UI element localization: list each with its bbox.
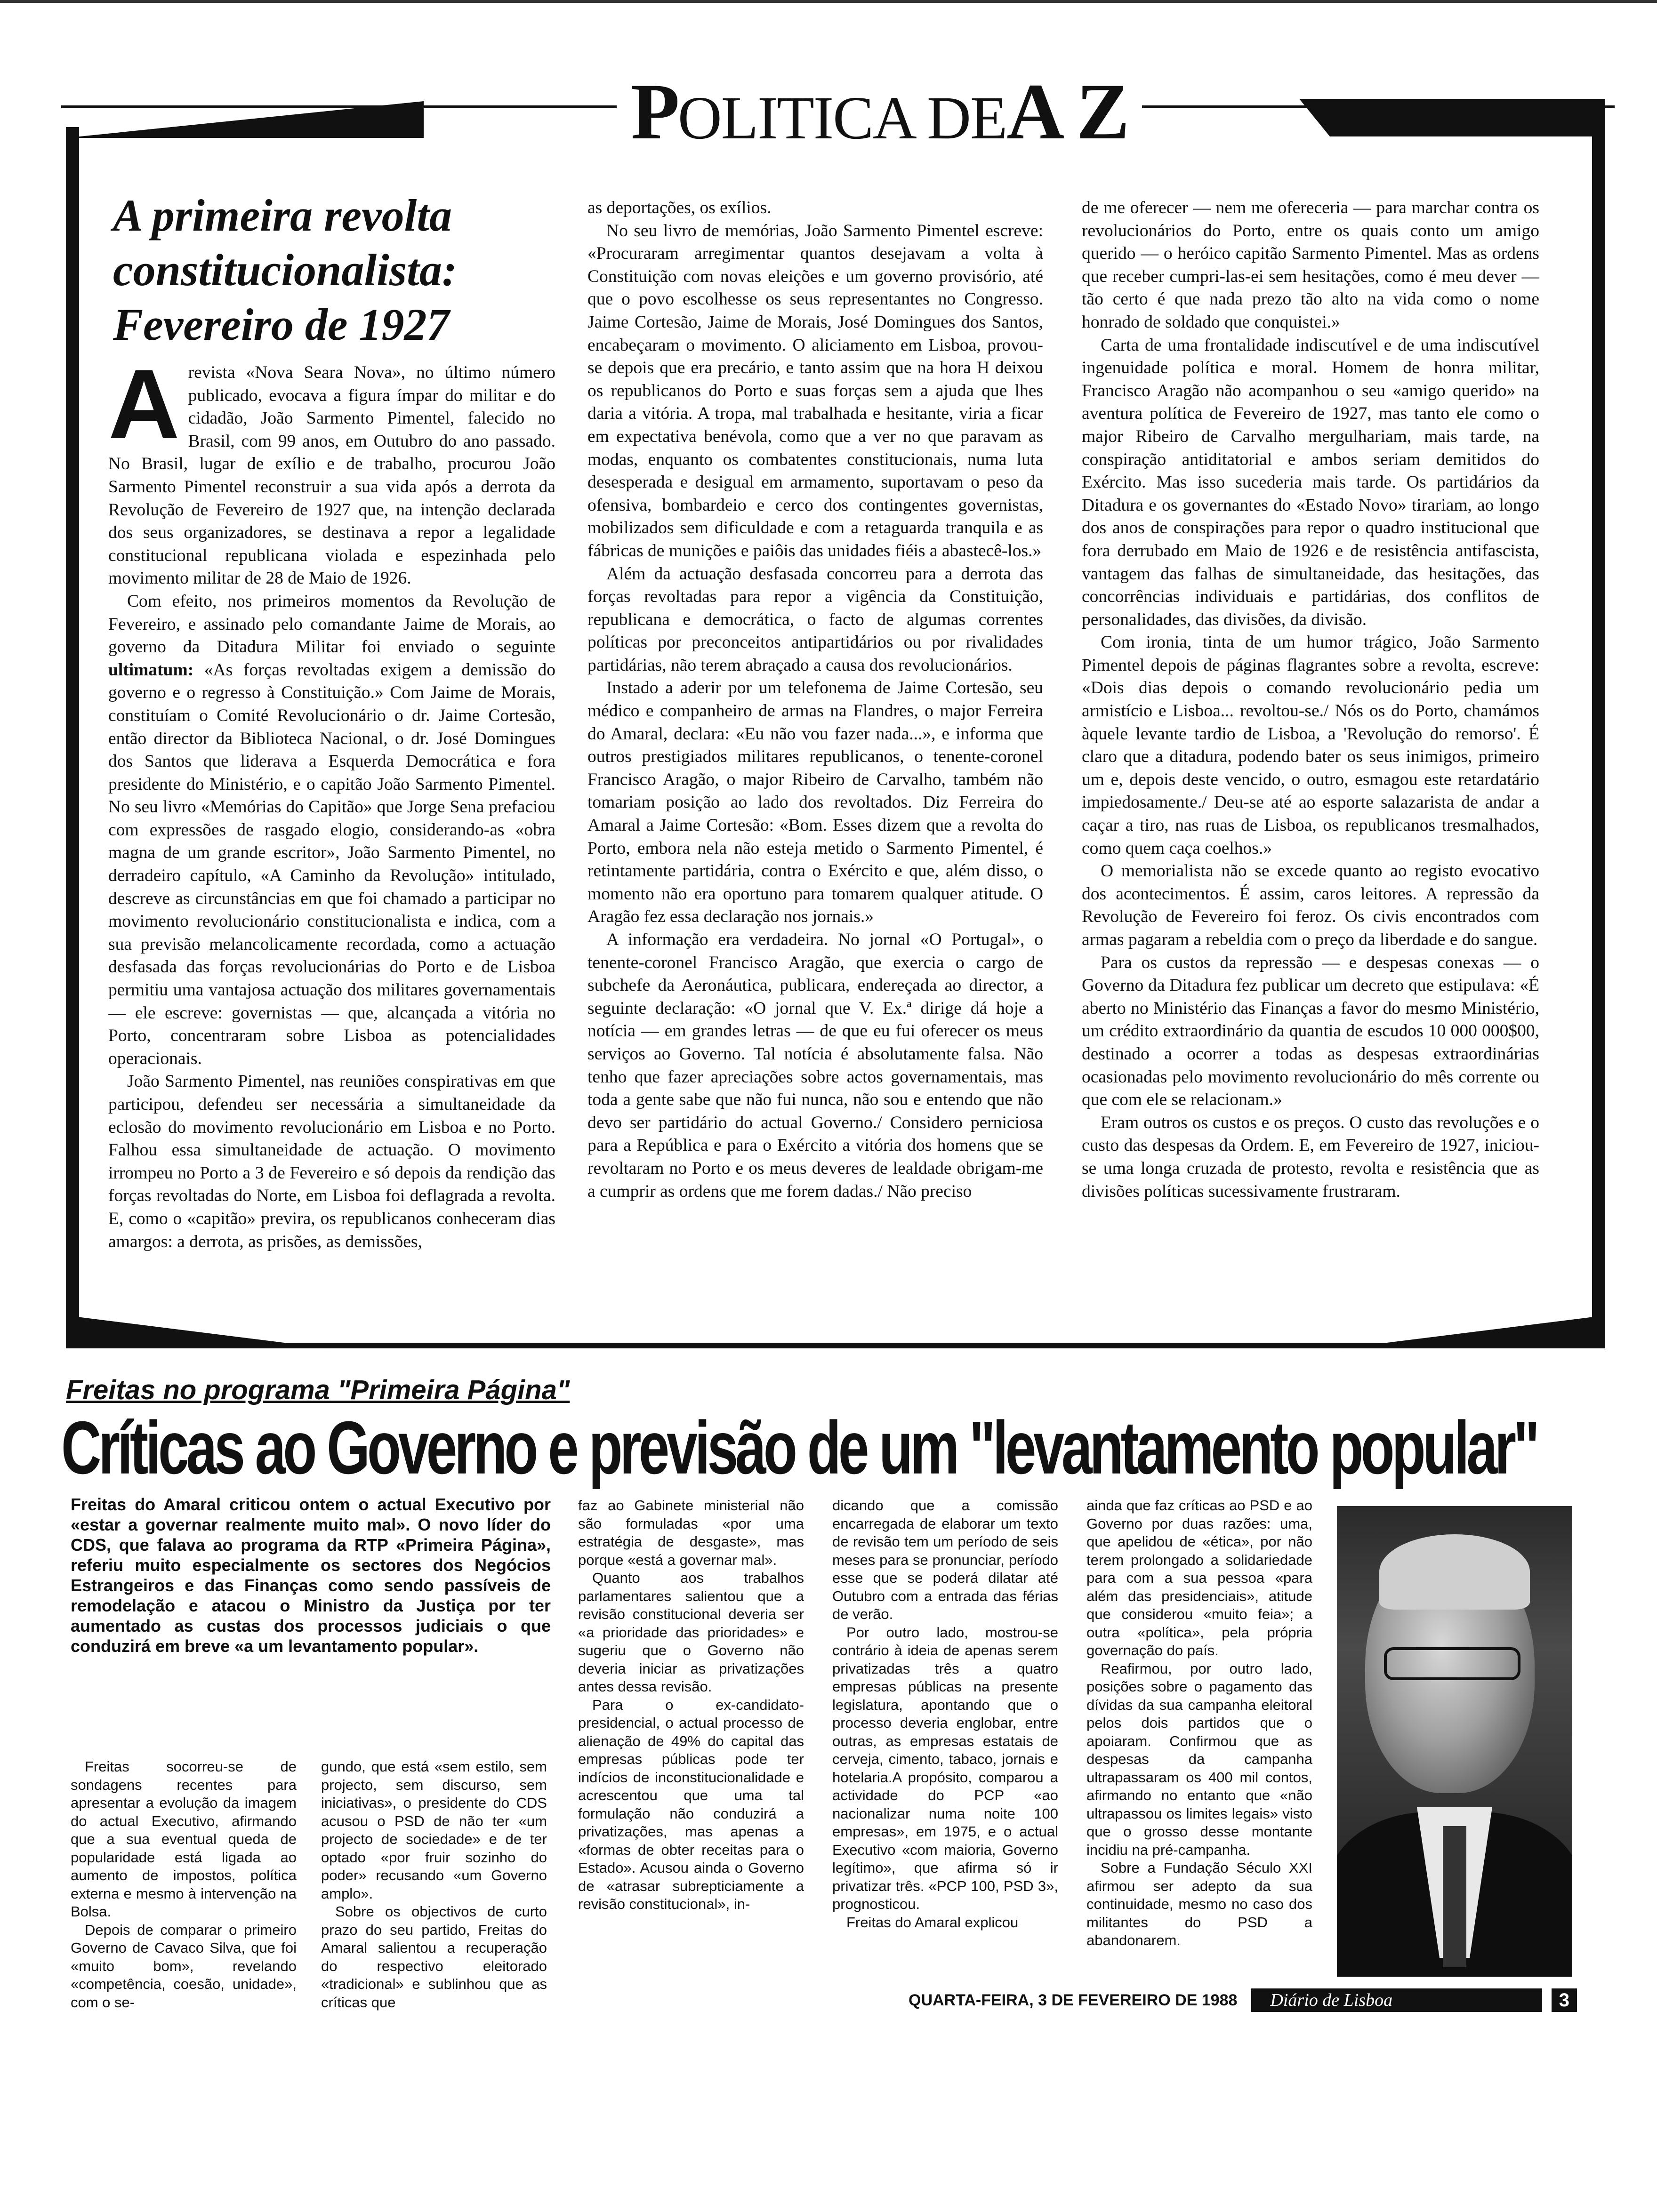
frame-right-bar xyxy=(1592,127,1605,1348)
article2-paragraph: gundo, que está «sem estilo, sem projecto, sem discurso, sem iniciativas», o presidente do CDS acusou o PSD de não ter «um projecto de sociedade» e de ter optado «por fruir sozinho do poder» recusando «um Governo amplo». xyxy=(321,1758,547,1902)
photo-tie xyxy=(1443,1826,1466,1967)
article2-paragraph: Para o ex-candidato-presidencial, o actual processo de alienação de 49% do capital das empresas públicas pode ter indícios de inconstitucionalidade e acrescentou que uma tal formulação não conduzirá a privatizações, mas apenas a «formas de obter receitas para o Estado». Acusou ainda o Governo de «atrasar subrepticiamente a revisão constitucional», in- xyxy=(578,1696,804,1912)
article2-column-1 xyxy=(71,1758,297,2012)
section-title-mid: OLITICA DE xyxy=(677,84,1007,152)
article1-paragraph: Carta de uma frontalidade indiscutível e de uma indiscutível ingenuidade política e moral. Homem de honra militar, Francisco Aragão não acompanhou o seu «amigo querido» na aventura política de Fevereiro de 1927, mas tanto ele como o major Ribeiro de Carvalho mergulhariam, mais tarde, na conspiração antiditatorial e ambos seriam demitidos do Exército. Mas isso sucederia mais tarde. Os partidários da Ditadura e os governantes do «Estado Novo» tirariam, ao longo dos anos de conspirações para repor o quadro institucional que fora derrubado em Maio de 1926 e de resistência antifascista, vantagem das falhas de simultaneidade, das hesitações, das concorrências individuais e partidárias, dos conflitos de personalidades, das divisões, da divisão. xyxy=(1082,335,1539,629)
article2-paragraph: ainda que faz críticas ao PSD e ao Governo por duas razões: uma, que apelidou de «ética», por não terem prolongado a solidariedade para com a sua pessoa «para além das presidenciais», atitude que considerou «muito feia»; a outra «política», pela própria governação do país. xyxy=(1086,1497,1312,1659)
article1-paragraph: No seu livro de memórias, João Sarmento Pimentel escreve: «Procuraram arregimentar quantos desejavam a volta à Constituição com novas eleições e um governo provisório, até que o povo escolhesse os seus representantes no Congresso. Jaime Cortesão, Jaime de Morais, José Domingues dos Santos, encabeçaram o movimento. O aliciamento em Lisboa, provou-se depois que era precário, e tanto assim que na hora H deixou os republicanos do Porto e suas forças sem a ajuda que lhes daria a vitória. A tropa, mal trabalhada e hesitante, viria a ficar em expectativa benévola, como que a ver no que paravam as modas, enquanto os combatentes constitucionais, numa luta desesperada e desigual em armamento, suportavam o peso da ofensiva, bombardeio e cerco dos contingentes governistas, mobilizados sem dificuldade e com a retaguarda tranquila e as fábricas de munições e paiôis das unidades fiéis a abastecê-los.» xyxy=(587,221,1043,561)
article1-column-a xyxy=(108,349,555,1253)
article2-paragraph: faz ao Gabinete ministerial não são formuladas «por uma estratégia de desgaste», mas porque «está a governar mal». xyxy=(578,1497,804,1568)
paragraph-text: Com efeito, nos primeiros momentos da Revolução de Fevereiro, e assinado pelo comandante Jaime de Morais, ao governo da Ditadura Militar foi enviado o seguinte xyxy=(108,591,555,657)
article2-column-3 xyxy=(578,1497,804,1914)
article2-paragraph: Quanto aos trabalhos parlamentares salientou que a revisão constitucional deveria ser «a prioridade das prioridades» e sugeriu que o Governo não deveria iniciar as privatizações antes dessa revisão. xyxy=(578,1570,804,1695)
article1-paragraph: Com ironia, tinta de um humor trágico, João Sarmento Pimentel depois de páginas flagrantes sobre a revolta, escreve: «Dois dias depois o comando revolucionário pedia um armistício e Lisboa... revoltou-se./ Nós os do Porto, chamámos àquele levante tardio de Lisboa, a 'Revolução do remorso'. É claro que a ditadura, podendo bater os seus inimigos, primeiro um e, depois deste vencido, o outro, esmagou este retardatário impiedosamente./ Deu-se até ao esporte salazarista de andar a caçar a tiro, nas ruas de Lisboa, os republicanos tresmalhados, como quem caça coelhos.» xyxy=(1082,633,1539,858)
page-number: 3 xyxy=(1552,1988,1577,2012)
drop-cap: A xyxy=(108,349,180,459)
paragraph-text: «As forças revoltadas exigem a demissão do governo e o regresso à Constituição.» Com Jaime de Morais, constituíam o Comité Revolucionário o dr. Jaime Cortesão, então director da Biblioteca Nacional, o dr. José Domingues dos Santos que liderava a Esquerda Democrática e fora presidente do Ministério, e o capitão João Sarmento Pimentel. No seu livro «Memórias do Capitão» que Jorge Sena prefaciou com expressões de rasgado elogio, considerando-as «obra magna de um grande escritor», João Sarmento Pimentel, no derradeiro capítulo, «A Caminho da Revolução» intitulado, descreve as circunstâncias em que foi chamado a participar no movimento revolucionário constitucionalista e indica, com a sua previsão melancolicamente recordada, como a actuação desfasada das forças revolucionárias do Porto e de Lisboa permitiu uma vantajosa actuação dos militares governamentais — ele escreve: governistas — que, alcançada a vitória no Porto, concentraram sobre Lisboa as potencialidades operacionais. xyxy=(108,660,555,1068)
article1-paragraph: as deportações, os exílios. xyxy=(587,198,772,217)
frame-wedge-bottom-right xyxy=(1342,1315,1605,1348)
article1-intro-text: revista «Nova Seara Nova», no último número publicado, evocava a figura ímpar do militar e do cidadão, João Sarmento Pimentel, falecido no Brasil, com 99 anos, em Outubro do ano passado. No Brasil, lugar de exílio e de trabalho, procurou João Sarmento Pimentel reconstruir a sua vida após a derrota da Revolução de Fevereiro de 1927 que, na intenção declarada dos seus organizadores, se destinava a repor a legalidade constitucional republicana violada e espezinhada pelo movimento militar de 28 de Maio de 1926. xyxy=(108,363,555,588)
article1-column-b xyxy=(587,197,1043,1203)
article2-paragraph: Por outro lado, mostrou-se contrário à ideia de apenas serem privatizadas três a quatro empresas públicas na presente legislatura, apontando que o processo deveria englobar, entre outras, as empresas estatais de cerveja, cimento, tabaco, jornais e hotelaria.A propósito, comparou a actividade do PCP «ao nacionalizar numa noite 100 empresas», em 1975, e o actual Executivo «com maioria, Governo legítimo», que afirma só ir privatizar três. «PCP 100, PSD 3», prognosticou. xyxy=(832,1624,1058,1912)
article2-lede: Freitas do Amaral criticou ontem o actual Executivo por «estar a governar realmente muito mal». O novo líder do CDS, que falava ao programa da RTP «Primeira Página», referiu muito especialmente os sectores dos Negócios Estrangeiros e das Finanças como sendo passíveis de remodelação e atacou o Ministro da Justiça por ter aumentado as custas dos processos judiciais o que conduzirá em breve «a um levantamento popular». xyxy=(71,1495,551,1656)
article2-paragraph: Freitas do Amaral explicou xyxy=(846,1914,1019,1931)
photo-glasses xyxy=(1384,1647,1520,1680)
article2-paragraph: Reafirmou, por outro lado, posições sobre o pagamento das dívidas da sua campanha eleitoral pelos dois partidos que o apoiaram. Confirmou que as despesas da campanha ultrapassaram os 400 mil contos, afirmando no entanto que «não ultrapassou os limites legais» visto que o grosso desse montante incidiu na pré-campanha. xyxy=(1086,1660,1312,1858)
article2-column-4 xyxy=(832,1497,1058,1931)
article2-column-5 xyxy=(1086,1497,1312,1950)
article1-paragraph: Para os custos da repressão — e despesas conexas — o Governo da Ditadura fez publicar um decreto que estipulava: «É aberto no Ministério das Finanças a favor do mesmo Ministério, um crédito extraordinário da quantia de escudos 10 000 000$00, destinado a ocorrer a todas as despesas extraordinárias ocasionadas pelo movimento revolucionário do mês corrente ou que com ele se relacionam.» xyxy=(1082,953,1539,1110)
article2-paragraph: Sobre os objectivos de curto prazo do seu partido, Freitas do Amaral salientou a recuperação do respectivo eleitorado «tradicional» e sublinhou que as críticas que xyxy=(321,1903,547,2011)
article2-paragraph: Sobre a Fundação Século XXI afirmou ser adepto da sua continuidade, mesmo no caso dos militantes do PSD a abandonarem. xyxy=(1086,1859,1312,1948)
issue-date: QUARTA-FEIRA, 3 DE FEVEREIRO DE 1988 xyxy=(909,1991,1238,2009)
article1-paragraph: Eram outros os custos e os preços. O custo das revoluções e o custo das despesas da Ordem. E, em Fevereiro de 1927, iniciou-se uma longa cruzada de protesto, revolta e resistência que as divisões políticas sucessivamente frustraram. xyxy=(1082,1113,1539,1201)
section-title-p: P xyxy=(631,67,678,156)
frame-wedge-top-right xyxy=(1299,99,1605,136)
section-title-az: A Z xyxy=(1006,67,1128,156)
article2-paragraph: Depois de comparar o primeiro Governo de Cavaco Silva, que foi «muito bom», revelando «competência, coesão, unidade», com o se- xyxy=(71,1921,297,2011)
article1-paragraph: O memorialista não se excede quanto ao registo evocativo dos acontecimentos. É assim, caros leitores. A repressão da Revolução de Fevereiro foi feroz. Os civis encontrados com armas pagaram a rebeldia com o preço da liberdade e do sangue. xyxy=(1082,861,1539,949)
article1-headline: A primeira revolta constitucionalista: Fevereiro de 1927 xyxy=(113,190,457,350)
article1-intro-paragraph xyxy=(108,349,555,590)
article1-paragraph xyxy=(108,590,555,1070)
page-footer xyxy=(909,1986,1577,2014)
scan-edge xyxy=(0,0,1657,3)
article1-paragraph: Instado a aderir por um telefonema de Jaime Cortesão, seu médico e companheiro de armas na Flandres, o major Ferreira do Amaral, declara: «Eu não vou fazer nada...», e informa que outros prestigiados militares republicanos, o tenente-coronel Francisco Aragão, o major Ribeiro de Carvalho, também não tomariam posição ao lado dos revoltados. Diz Ferreira do Amaral a Jaime Cortesão: «Bom. Esses dizem que a revolta do Porto, embora nela não esteja metido o Sarmento Pimentel, é retintamente partidária, contra o Exército e que, além disso, o momento não era oportuno para tomarem qualquer atitude. O Aragão fez essa declaração nos jornais.» xyxy=(587,678,1043,927)
newspaper-masthead: Diário de Lisboa xyxy=(1251,1988,1542,2012)
article1-column-c xyxy=(1082,197,1539,1203)
article1-paragraph: João Sarmento Pimentel, nas reuniões conspirativas em que participou, defendeu ser necessária a simultaneidade da eclosão do movimento revolucionário em Lisboa e no Porto. Falhou essa simultaneidade de actuação. O movimento irrompeu no Porto a 3 de Fevereiro e só depois da rendição das forças revoltadas do Norte, em Lisboa foi deflagrada a revolta. E, como o «capitão» previra, os republicanos conheceram dias amargos: a derrota, as prisões, as demissões, xyxy=(108,1072,555,1251)
frame-left-bar xyxy=(66,127,79,1348)
article1-paragraph: de me oferecer — nem me ofereceria — para marchar contra os revolucionários do Porto, entre os quais conto um amigo querido — o heróico capitão Sarmento Pimentel. Mas as ordens que receber cumpri-las-ei sem hesitações, como é meu dever — tão certo é que nada prezo tão alto na vida como o nome honrado de soldado que conquistei.» xyxy=(1082,198,1539,332)
article2-headline: Críticas ao Governo e previsão de um "levantamento popular" xyxy=(61,1406,1537,1490)
portrait-photo xyxy=(1337,1506,1572,1977)
article2-kicker: Freitas no programa "Primeira Página" xyxy=(66,1375,570,1405)
ultimatum-word: ultimatum: xyxy=(108,660,194,680)
frame-wedge-bottom-left xyxy=(66,1315,330,1348)
article1-paragraph: A informação era verdadeira. No jornal «O Portugal», o tenente-coronel Francisco Aragão, que exercia o cargo de subchefe da Aeronáutica, publicara, endereçada ao director, a seguinte declaração: «O jornal que V. Ex.ª dirige dá hoje a notícia — em grandes letras — de que eu fui oferecer os meus serviços ao Governo. Tal notícia é absolutamente falsa. Não tenho que fazer apreciações sobre actos governamentais, mas toda a gente sabe que não fui nunca, não sou e entendo que não devo ser partidário do actual Governo./ Considero perniciosa para a República e para o Exército a vitória dos homens que se revoltaram no Porto e os meus deveres de lealdade obrigam-me a cumprir as ordens que me forem dadas./ Não preciso xyxy=(587,930,1043,1201)
article1-paragraph: Além da actuação desfasada concorreu para a derrota das forças revoltadas para repor a vigência da Constituição, republicana e democrática, o facto de algumas correntes políticas por preconceitos antipartidários ou por rivalidades partidárias, não terem abraçado a causa dos revolucionários. xyxy=(587,564,1043,675)
article2-paragraph: dicando que a comissão encarregada de elaborar um texto de revisão tem um período de seis meses para se pronunciar, período esse que se poderá dilatar até Outubro com a entrada das férias de verão. xyxy=(832,1497,1058,1622)
photo-hair xyxy=(1379,1534,1530,1610)
article2-column-2 xyxy=(321,1758,547,2012)
article2-paragraph: Freitas socorreu-se de sondagens recentes para apresentar a evolução da imagem do actual Executivo, afirmando que a sua eventual queda de popularidade está ligada ao aumento de impostos, política externa e mesmo à intervenção na Bolsa. xyxy=(71,1758,297,1920)
